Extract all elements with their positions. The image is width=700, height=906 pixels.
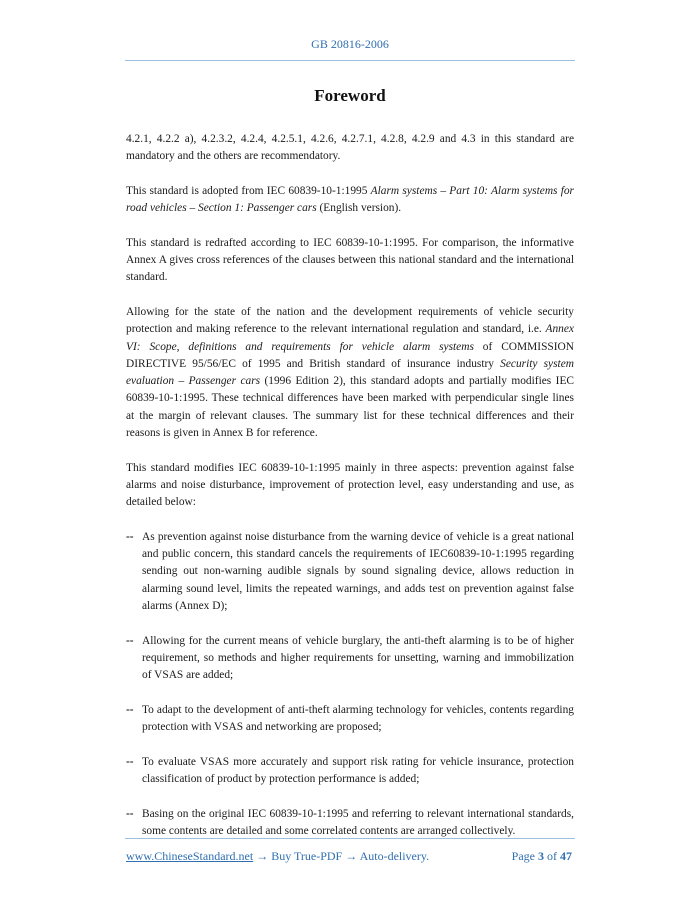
list-item bbox=[126, 633, 574, 685]
paragraph-redrafted: This standard is redrafted according to IEC 60839-10-1:1995. For comparison, the informative Annex A gives cross references of the clauses between this national standard and the international standard. bbox=[126, 236, 574, 284]
paragraph-text: of COMMISSION DIRECTIVE 95/56/EC of 1995 and British standard of insurance industry bbox=[126, 340, 574, 370]
list-item bbox=[126, 806, 574, 841]
paragraph-mandatory-clauses: 4.2.1, 4.2.2 a), 4.2.3.2, 4.2.4, 4.2.5.1, 4.2.6, 4.2.7.1, 4.2.8, 4.2.9 and 4.3 in this standard are mandatory and the others are recommendatory. bbox=[126, 133, 574, 163]
bullet-marker: -- bbox=[126, 703, 134, 716]
page-of: of bbox=[547, 849, 557, 863]
paragraph-text: Allowing for the state of the nation and the development requirements of vehicle security protection and making reference to the relevant international regulation and standard, i.e. bbox=[126, 305, 574, 336]
list-item bbox=[126, 529, 574, 615]
paragraph-text: (English version). bbox=[316, 202, 402, 215]
page-total: 47 bbox=[560, 849, 572, 863]
page-label: Page bbox=[511, 849, 535, 863]
list-item-text: Basing on the original IEC 60839-10-1:1995 and referring to relevant international standards, some contents are detailed and some correlated contents are arranged collectively. bbox=[142, 807, 574, 837]
page-title: Foreword bbox=[314, 86, 386, 105]
paragraph-text: (1996 Edition 2), this standard adopts and partially modifies IEC 60839-10-1:1995. These technical differences have been marked with perpendicular single lines at the margin of relevant clauses. The summary list for these technical differences and their reasons is given in Annex B for reference. bbox=[126, 375, 574, 440]
list-item bbox=[126, 702, 574, 737]
header-divider bbox=[125, 60, 575, 61]
list-item-text: As prevention against noise disturbance from the warning device of vehicle is a great national and public concern, this standard cancels the requirements of IEC60839-10-1:1995 regarding sending out non-warning audible signals by sound signaling device, allows reduction in alarming sound level, limits the repeated warnings, and adds test on prevention against false alarms (Annex D); bbox=[142, 530, 574, 613]
paragraph-three-aspects: This standard modifies IEC 60839-10-1:1995 mainly in three aspects: prevention against false alarms and noise disturbance, improvement of protection level, easy understanding and use, as detailed below: bbox=[126, 461, 574, 509]
page-current: 3 bbox=[538, 849, 544, 863]
bullet-marker: -- bbox=[126, 530, 134, 543]
bullet-marker: -- bbox=[126, 634, 134, 647]
website-link[interactable]: www.ChineseStandard.net bbox=[126, 849, 254, 863]
paragraph-adoption bbox=[126, 183, 574, 218]
footer-promo: → Buy True-PDF → Auto-delivery. bbox=[253, 849, 430, 863]
annex-vi-title: Annex VI: Scope, definitions and requirements for vehicle alarm systems bbox=[126, 323, 574, 353]
document-body bbox=[126, 131, 574, 857]
security-evaluation-title: Security system evaluation – Passenger cars bbox=[126, 357, 574, 388]
page-indicator bbox=[512, 849, 572, 864]
bullet-marker: -- bbox=[126, 755, 134, 768]
footer-divider bbox=[125, 838, 575, 839]
paragraph-modifications-context bbox=[126, 304, 574, 442]
page-footer bbox=[126, 849, 574, 864]
page-header: GB 20816-2006 bbox=[311, 37, 389, 51]
list-item bbox=[126, 754, 574, 789]
bullet-marker: -- bbox=[126, 807, 134, 820]
list-item-text: To adapt to the development of anti-theft alarming technology for vehicles, contents regarding protection with VSAS and networking are proposed; bbox=[142, 703, 574, 734]
list-item-text: Allowing for the current means of vehicle burglary, the anti-theft alarming is to be of higher requirement, so methods and higher requirements for unsetting, warning and immobilization of VSAS are added; bbox=[142, 634, 574, 682]
source-standard-title: Alarm systems – Part 10: Alarm systems for road vehicles – Section 1: Passenger cars bbox=[126, 184, 574, 215]
list-item-text: To evaluate VSAS more accurately and support risk rating for vehicle insurance, protection classification of product by protection performance is added; bbox=[142, 755, 574, 785]
paragraph-text: This standard is adopted from IEC 60839-10-1:1995 bbox=[126, 184, 371, 197]
